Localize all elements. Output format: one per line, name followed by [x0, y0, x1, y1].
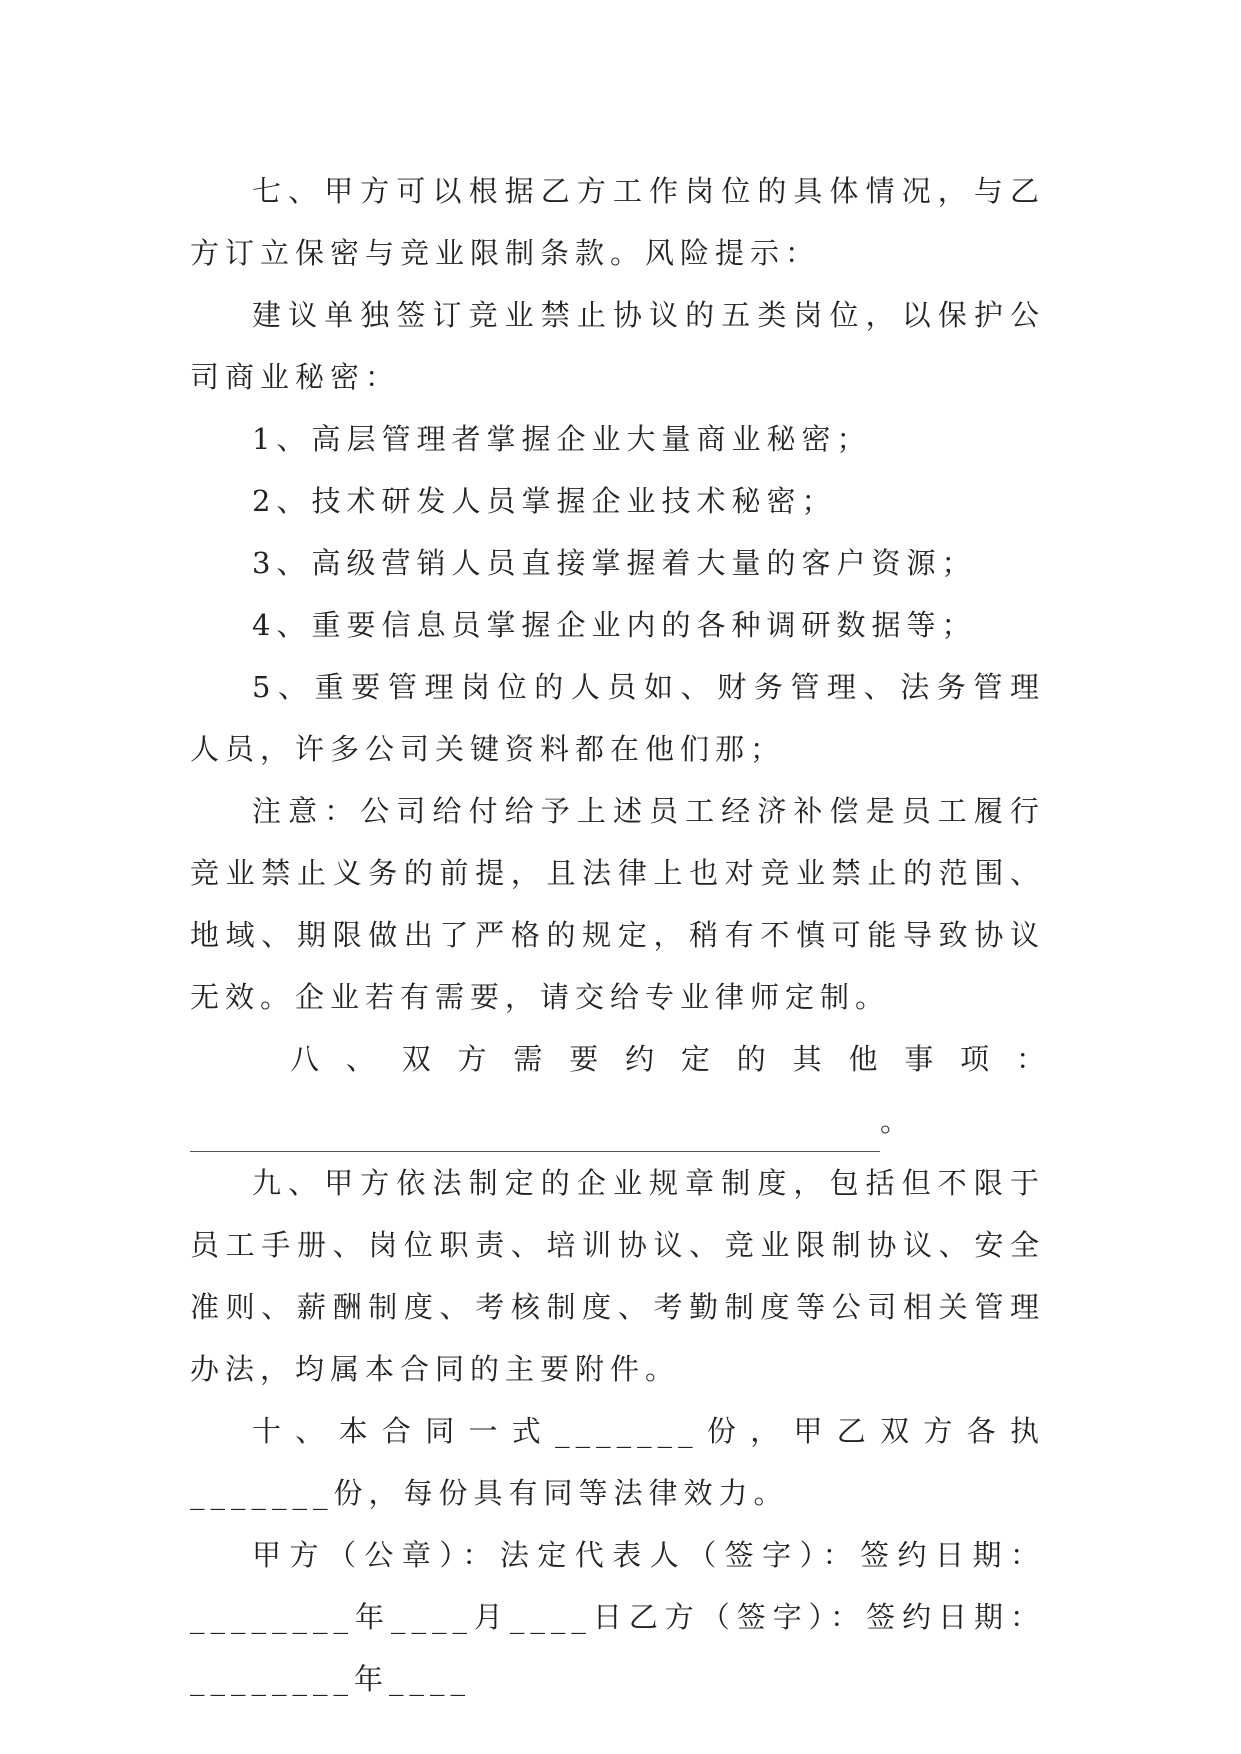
clause-eight-label: 八、双方需要约定的其他事项： — [290, 1042, 1045, 1076]
clause-eight-blank — [190, 1090, 1045, 1152]
list-item: 4、重要信息员掌握企业内的各种调研数据等； — [252, 608, 977, 642]
fill-in-blank-line — [190, 1111, 880, 1152]
clause-seven: 七、甲方可以根据乙方工作岗位的具体情况，与乙方订立保密与竞业限制条款。风险提示： — [190, 174, 1045, 270]
clause-ten: 十、本合同一式_______份，甲乙双方各执_______份，每份具有同等法律效力。 — [190, 1414, 1045, 1510]
risk-note: 建议单独签订竞业禁止协议的五类岗位，以保护公司商业秘密： — [190, 298, 1045, 394]
list-item: 2、技术研发人员掌握企业技术秘密； — [252, 484, 837, 518]
document-body — [190, 160, 1045, 1710]
clause-nine: 九、甲方依法制定的企业规章制度，包括但不限于员工手册、岗位职责、培训协议、竞业限制协议、安全准则、薪酬制度、考核制度、考勤制度等公司相关管理办法，均属本合同的主要附件。 — [190, 1166, 1045, 1386]
list-item: 3、高级营销人员直接掌握着大量的客户资源； — [252, 546, 977, 580]
attention-note: 注意：公司给付给予上述员工经济补偿是员工履行竞业禁止义务的前提，且法律上也对竞业禁止的范围、地域、期限做出了严格的规定，稍有不慎可能导致协议无效。企业若有需要，请交给专业律师定制。 — [190, 794, 1045, 1014]
list-item: 1、高层管理者掌握企业大量商业秘密； — [252, 422, 872, 456]
clause-eight-end: 。 — [880, 1104, 916, 1138]
signature-block: 甲方（公章）：法定代表人（签字）：签约日期：________年____月____日乙方（签字）：签约日期：________年____ — [190, 1538, 1045, 1696]
list-item: 5、重要管理岗位的人员如、财务管理、法务管理人员，许多公司关键资料都在他们那； — [190, 670, 1045, 766]
